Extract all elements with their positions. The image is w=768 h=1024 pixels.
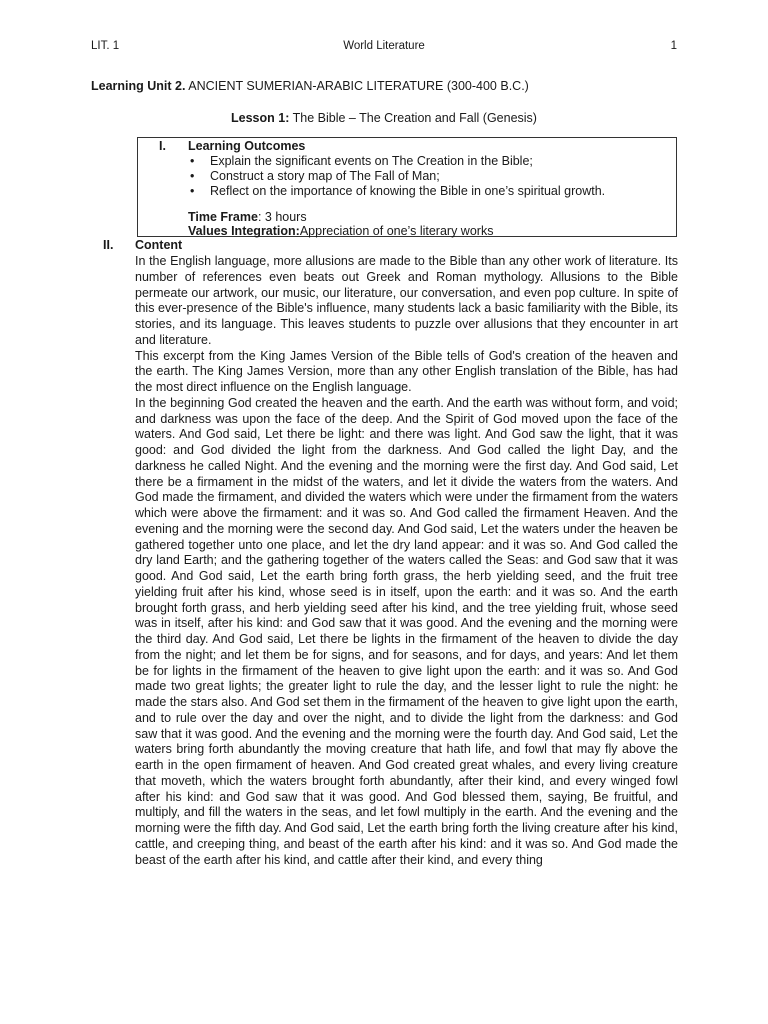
content-paragraph: This excerpt from the King James Version of the Bible tells of God's creation of the heaven and the earth. The King James Version, more than any other English translation of the Bible, has had the most direct influence on the English language.: [135, 348, 678, 394]
values-integration-value: Appreciation of one’s literary works: [299, 224, 494, 238]
outcomes-list: [188, 154, 608, 199]
bullet-icon: •: [190, 169, 195, 183]
unit-label: Learning Unit 2.: [91, 79, 186, 93]
header-page-number: 1: [670, 40, 677, 52]
lesson-label: Lesson 1:: [231, 111, 290, 125]
values-integration: [188, 224, 493, 238]
content-body: [135, 254, 678, 868]
lesson-title: [0, 111, 768, 125]
page-header: [91, 40, 677, 56]
content-paragraph: In the English language, more allusions are made to the Bible than any other work of literature. Its number of references even beats out Greek and Roman mythology. Allusions to the Bible permeate our artwork, our music, our literature, our conversation, and even pop culture. In spite of this ever-presence of the Bible's influence, many students lack a basic familiarity with the Bible, its stories, and its language. This leaves students to puzzle over allusions that they encounter in art and literature.: [135, 254, 678, 347]
outcome-item: [188, 169, 608, 184]
unit-name: ANCIENT SUMERIAN-ARABIC LITERATURE (300-400 B.C.): [188, 79, 529, 93]
outcome-text: Reflect on the importance of knowing the Bible in one’s spiritual growth.: [210, 184, 606, 198]
bullet-icon: •: [190, 184, 195, 198]
content-heading: Content: [135, 238, 183, 252]
header-course-title: World Literature: [343, 40, 425, 52]
time-frame-label: Time Frame: [188, 210, 258, 224]
outcomes-numeral: I.: [159, 139, 166, 153]
content-paragraph: In the beginning God created the heaven and the earth. And the earth was without form, and void; and darkness was upon the face of the deep. And the Spirit of God moved upon the face of the waters. And God said, Let there be light: and there was light. And God saw the light, that it was good: and God divided the light from the darkness. And God called the light Day, and the darkness he called Night. And the evening and the morning were the first day. And God said, Let there be a firmament in the midst of the waters, and let it divide the waters from the waters. And God made the firmament, and divided the waters which were under the firmament from the waters which were above the firmament: and it was so. And God called the firmament Heaven. And the evening and the morning were the second day. And God said, Let the waters under the heaven be gathered together unto one place, and let the dry land appear: and it was so. And God called the dry land Earth; and the gathering together of the waters called the Seas: and God saw that it was good. And God said, Let the earth bring forth grass, the herb yielding seed, and the fruit tree yielding fruit after his kind, whose seed is in itself, upon the earth: and it was so. And the earth brought forth grass, and herb yielding seed after his kind, and the tree yielding fruit, whose seed was in itself, after his kind: and God saw that it was good. And the evening and the morning were the third day. And God said, Let there be lights in the firmament of the heaven to divide the day from the night; and let them be for signs, and for seasons, and for days, and years: And let them be for lights in the firmament of the heaven to give light upon the earth: and it was so. And God made two great lights; the greater light to rule the day, and the lesser light to rule the night: he made the stars also. And God set them in the firmament of the heaven to give light upon the earth, and to rule over the day and over the night, and to divide the light from the darkness: and God saw that it was good. And the evening and the morning were the fourth day. And God said, Let the waters bring forth abundantly the moving creature that hath life, and fowl that may fly above the earth in the open firmament of heaven. And God created great whales, and every living creature that moveth, which the waters brought forth abundantly, after their kind, and every winged fowl after his kind: and God saw that it was good. And God blessed them, saying, Be fruitful, and multiply, and fill the waters in the seas, and let fowl multiply in the earth. And the evening and the morning were the fifth day. And God said, Let the earth bring forth the living creature after his kind, cattle, and creeping thing, and beast of the earth after his kind: and it was so. And God made the beast of the earth after his kind, and cattle after their kind, and every thing: [135, 395, 678, 867]
values-integration-label: Values Integration:: [188, 224, 300, 238]
header-course-code: LIT. 1: [91, 40, 120, 52]
bullet-icon: •: [190, 154, 195, 168]
time-frame-value: : 3 hours: [257, 210, 307, 224]
outcome-item: [188, 154, 608, 169]
outcomes-heading: Learning Outcomes: [188, 139, 306, 153]
content-numeral: II.: [103, 238, 114, 252]
outcome-text: Construct a story map of The Fall of Man;: [210, 169, 440, 183]
outcome-text: Explain the significant events on The Creation in the Bible;: [210, 154, 533, 168]
lesson-name: The Bible – The Creation and Fall (Genesis): [292, 111, 537, 125]
time-frame: [188, 210, 307, 224]
unit-title: [91, 79, 529, 93]
learning-outcomes-box: [137, 137, 677, 237]
outcome-item: [188, 184, 608, 199]
